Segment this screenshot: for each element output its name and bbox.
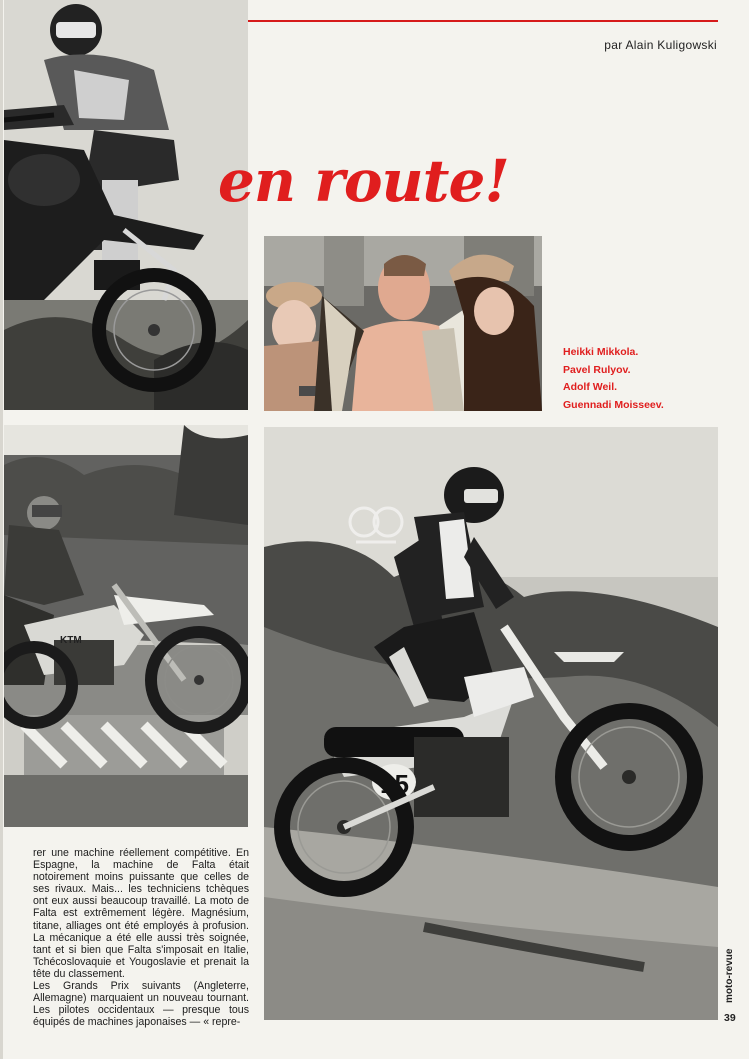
byline: par Alain Kuligowski [604,38,717,52]
article-paragraph: rer une machine réellement compétitive. En Espagne, la machine de Falta était notoirement moins puissante que celles de ses rivaux. Mais... les techniciens tchèques ont eux aussi beaucoup travaillé. La moto de Falta est extrêmement légère. Magnésium, titane, alliages ont été employés à profusion. La mécanique a été elle aussi très soignée, tant et si bien que Falta s'imposait en Italie, Tchécoslovaquie et Yougoslavie et prenait la tête du classement. [33,847,249,980]
headline: en route! [218,147,509,215]
caption-name: Guennadi Moisseev. [563,398,664,411]
article-body [33,847,249,1028]
caption-name: Pavel Rulyov. [563,363,631,376]
page-number: 39 [724,1012,736,1024]
race-number-plate: 15 [380,769,409,799]
photo-rider-jump-top [4,0,248,410]
caption-name: Adolf Weil. [563,381,618,393]
magazine-name: moto-revue [724,948,735,1003]
article-paragraph: Les Grands Prix suivants (Angleterre, Allemagne) marquaient un nouveau tournant. Les pilotes occidentaux — presque tous équipés de machines japonaises — « repre- [33,980,249,1029]
photo-rider-ktm [4,425,248,827]
photo-rider-number-15 [264,427,718,1020]
caption-name: Heikki Mikkola. [563,346,639,358]
bike-brand-text: KTM [60,635,82,646]
watermark-logo [346,500,406,556]
caption-list [563,344,664,414]
photo-group-riders [264,236,542,411]
